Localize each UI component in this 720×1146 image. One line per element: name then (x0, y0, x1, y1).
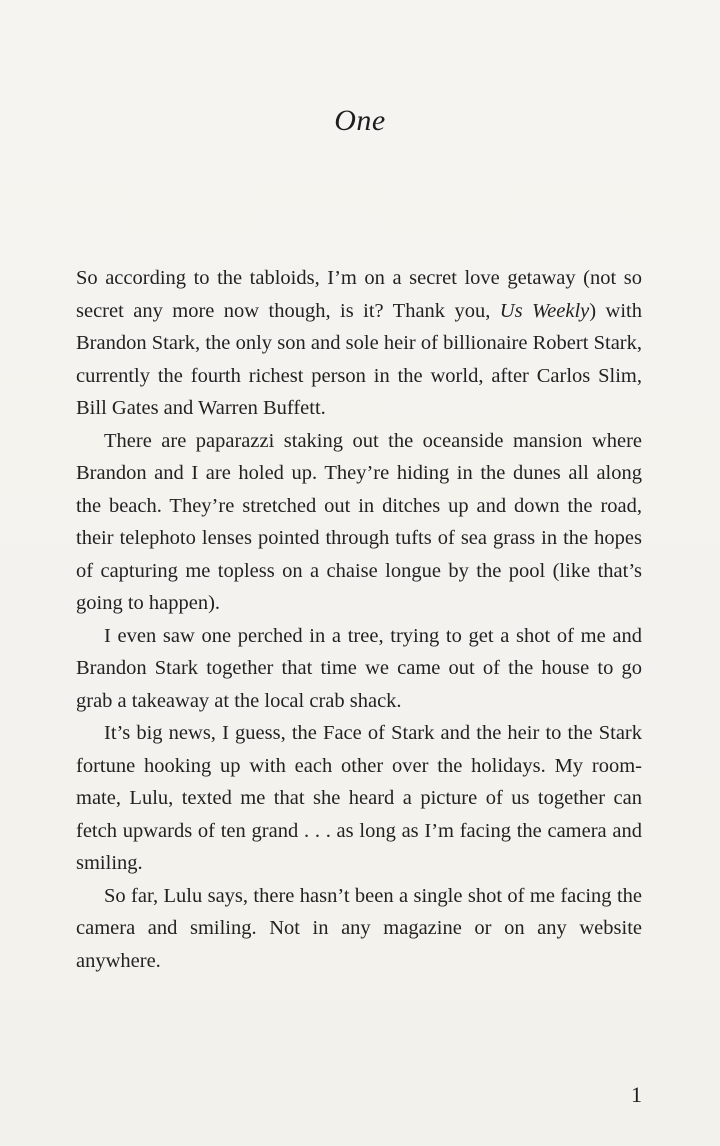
page-number: 1 (631, 1082, 642, 1107)
chapter-body (76, 262, 642, 977)
paragraph-text: So according to the tabloids, I’m on a secret love getaway (not so secret any more now though, is it? Thank you, (76, 267, 642, 322)
chapter-title: One (334, 104, 386, 137)
paragraph: I even saw one perched in a tree, trying to get a shot of me and Brandon Stark together that time we came out of the house to go grab a takeaway at the local crab shack. (76, 624, 642, 712)
paragraph: It’s big news, I guess, the Face of Stark and the heir to the Stark fortune hooking up with each other over the holidays. My room-mate, Lulu, texted me that she heard a picture of us together can fetch upwards of ten grand . . . as long as I’m facing the camera and smiling. (76, 722, 642, 874)
paragraph-text: ) with Brandon Stark, the only son and sole heir of billionaire Robert Stark, currently the fourth richest person in the world, after Carlos Slim, Bill Gates and Warren Buffett. (76, 299, 642, 419)
paragraph (76, 262, 642, 425)
paragraph: There are paparazzi staking out the oceanside mansion where Brandon and I are holed up. They’re hiding in the dunes all along the beach. They’re stretched out in ditches up and down the road, their telephoto lenses pointed through tufts of sea grass in the hopes of capturing me topless on a chaise longue by the pool (like that’s going to happen). (76, 429, 642, 614)
magazine-title: Us Weekly (499, 299, 590, 322)
paragraph: So far, Lulu says, there hasn’t been a single shot of me facing the camera and smiling. Not in any magazine or on any website anywhere. (76, 884, 642, 972)
